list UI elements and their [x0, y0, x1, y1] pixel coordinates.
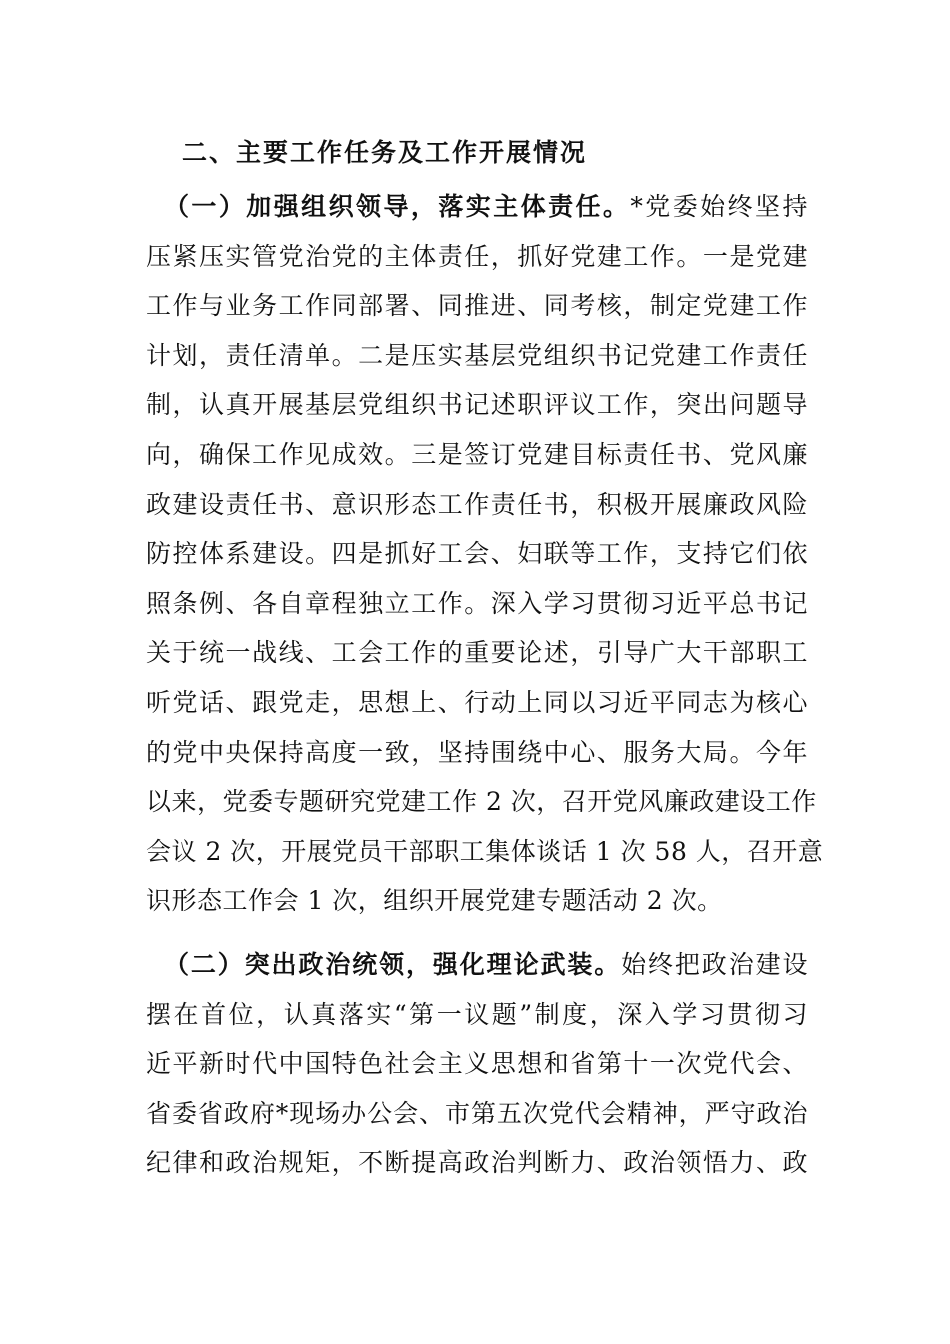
paragraph-line: 近平新时代中国特色社会主义思想和省第十一次党代会、	[146, 1049, 808, 1079]
section-heading: 二、主要工作任务及工作开展情况	[182, 138, 588, 167]
line-text: *党委始终坚持	[630, 192, 808, 221]
paragraph-line	[146, 940, 808, 990]
paragraph-line: 计划，责任清单。二是压实基层党组织书记党建工作责任	[146, 340, 808, 370]
paragraph-line: 以来，党委专题研究党建工作 2 次，召开党风廉政建设工作	[146, 787, 817, 817]
paragraph-title: （一）加强组织领导，落实主体责任。	[164, 192, 631, 221]
paragraph-2	[146, 940, 808, 1188]
document-page	[146, 128, 824, 1188]
paragraph-line: 会议 2 次，开展党员干部职工集体谈话 1 次 58 人，召开意	[146, 836, 824, 866]
paragraph-line: 省委省政府*现场办公会、市第五次党代会精神，严守政治	[146, 1098, 808, 1128]
paragraph-line: 工作与业务工作同部署、同推进、同考核，制定党建工作	[146, 291, 808, 321]
paragraph-line: 照条例、各自章程独立工作。深入学习贯彻习近平总书记	[146, 588, 808, 618]
paragraph-line: 识形态工作会 1 次，组织开展党建专题活动 2 次。	[146, 886, 723, 916]
paragraph-title: （二）突出政治统领，强化理论武装。	[164, 949, 622, 979]
paragraph-line: 摆在首位，认真落实“第一议题”制度，深入学习贯彻习	[146, 999, 808, 1029]
line-text: 始终把政治建设	[621, 949, 808, 979]
paragraph-line: 听党话、跟党走，思想上、行动上同以习近平同志为核心	[146, 687, 808, 717]
paragraph-line: 政建设责任书、意识形态工作责任书，积极开展廉政风险	[146, 489, 808, 519]
paragraph-line: 防控体系建设。四是抓好工会、妇联等工作，支持它们依	[146, 539, 808, 569]
paragraph-line: 压紧压实管党治党的主体责任，抓好党建工作。一是党建	[146, 241, 808, 271]
paragraph-line: 向，确保工作见成效。三是签订党建目标责任书、党风廉	[146, 439, 808, 469]
paragraph-1	[146, 182, 824, 926]
paragraph-line	[146, 182, 808, 232]
paragraph-line: 关于统一战线、工会工作的重要论述，引导广大干部职工	[146, 638, 808, 668]
paragraph-line: 的党中央保持高度一致，坚持围绕中心、服务大局。今年	[146, 737, 808, 767]
paragraph-line: 制，认真开展基层党组织书记述职评议工作，突出问题导	[146, 390, 808, 420]
paragraph-line: 纪律和政治规矩，不断提高政治判断力、政治领悟力、政	[146, 1148, 808, 1178]
